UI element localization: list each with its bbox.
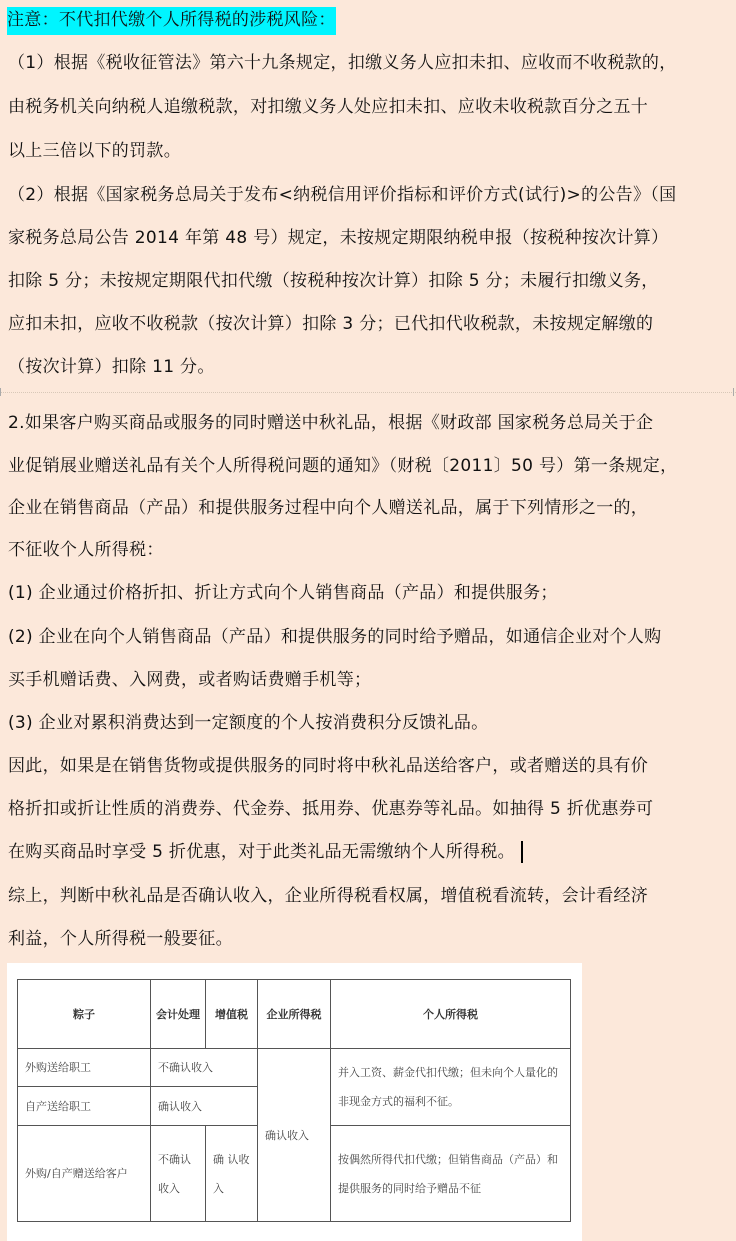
cit-merged-cell: 确认收入 bbox=[258, 1049, 331, 1222]
text-line: （2）根据《国家税务总局关于发布<纳税信用评价指标和评价方式(试行)>的公告》（国 bbox=[8, 185, 677, 205]
text-line: 以上三倍以下的罚款。 bbox=[8, 141, 181, 161]
margin-mark bbox=[0, 388, 1, 396]
text-line: (2) 企业在向个人销售商品（产品）和提供服务的同时给予赠品，如通信企业对个人购 bbox=[8, 627, 662, 647]
summary-table-image bbox=[7, 963, 582, 1241]
page-break-divider bbox=[0, 392, 736, 393]
summary-table bbox=[17, 979, 571, 1222]
text-line: （1）根据《税收征管法》第六十九条规定，扣缴义务人应扣未扣、应收而不收税款的， bbox=[8, 53, 677, 73]
text-line: （按次计算）扣除 11 分。 bbox=[8, 357, 215, 377]
text-line: 因此，如果是在销售货物或提供服务的同时将中秋礼品送给客户，或者赠送的具有价 bbox=[8, 756, 649, 776]
text-line: 买手机赠话费、入网费，或者购话费赠手机等； bbox=[8, 670, 372, 690]
text-line: (3) 企业对累积消费达到一定额度的个人按消费积分反馈礼品。 bbox=[8, 713, 489, 733]
text-line: 利益，个人所得税一般要征。 bbox=[8, 929, 233, 949]
header-pit: 个人所得税 bbox=[331, 980, 571, 1049]
text-line: 格折扣或折让性质的消费券、代金券、抵用券、优惠券等礼品。如抽得 5 折优惠券可 bbox=[8, 799, 654, 819]
row-accounting-vat: 不确认收入 bbox=[151, 1049, 258, 1087]
pit-employees-cell: 并入工资、薪金代扣代缴；但未向个人量化的非现金方式的福利不征。 bbox=[331, 1049, 571, 1126]
header-cit: 企业所得税 bbox=[258, 980, 331, 1049]
header-item: 粽子 bbox=[18, 980, 151, 1049]
row-accounting: 不确认收入 bbox=[151, 1126, 206, 1222]
margin-mark bbox=[733, 388, 734, 396]
text-cursor bbox=[521, 841, 523, 863]
header-vat: 增值税 bbox=[206, 980, 258, 1049]
row-item: 外购/自产赠送给客户 bbox=[18, 1126, 151, 1222]
pit-customers-cell: 按偶然所得代扣代缴；但销售商品（产品）和提供服务的同时给予赠品不征 bbox=[331, 1126, 571, 1222]
row-item: 外购送给职工 bbox=[18, 1049, 151, 1087]
text-line: 由税务机关向纳税人追缴税款，对扣缴义务人处应扣未扣、应收未收税款百分之五十 bbox=[8, 97, 649, 117]
text-line: 企业在销售商品（产品）和提供服务过程中向个人赠送礼品，属于下列情形之一的， bbox=[8, 498, 649, 518]
text-line: (1) 企业通过价格折扣、折让方式向个人销售商品（产品）和提供服务； bbox=[8, 583, 558, 603]
text-line: 家税务总局公告 2014 年第 48 号）规定，未按规定期限纳税申报（按税种按次计算） bbox=[8, 228, 669, 248]
text-line: 综上，判断中秋礼品是否确认收入，企业所得税看权属，增值税看流转，会计看经济 bbox=[8, 886, 649, 906]
text-line: 应扣未扣，应收不收税款（按次计算）扣除 3 分；已代扣代收税款，未按规定解缴的 bbox=[8, 314, 654, 334]
header-accounting: 会计处理 bbox=[151, 980, 206, 1049]
text-line: 不征收个人所得税： bbox=[8, 540, 164, 560]
row-vat: 确 认收入 bbox=[206, 1126, 258, 1222]
notice-heading: 注意：不代扣代缴个人所得税的涉税风险： bbox=[7, 7, 336, 35]
text-line: 业促销展业赠送礼品有关个人所得税问题的通知》（财税〔2011〕50 号）第一条规定， bbox=[8, 456, 678, 476]
row-item: 自产送给职工 bbox=[18, 1087, 151, 1126]
text-line: 扣除 5 分；未按规定期限代扣代缴（按税种按次计算）扣除 5 分；未履行扣缴义务， bbox=[8, 271, 659, 291]
row-accounting-vat: 确认收入 bbox=[151, 1087, 258, 1126]
text-line: 2.如果客户购买商品或服务的同时赠送中秋礼品，根据《财政部 国家税务总局关于企 bbox=[8, 413, 654, 433]
text-line: 在购买商品时享受 5 折优惠，对于此类礼品无需缴纳个人所得税。 bbox=[8, 841, 523, 863]
